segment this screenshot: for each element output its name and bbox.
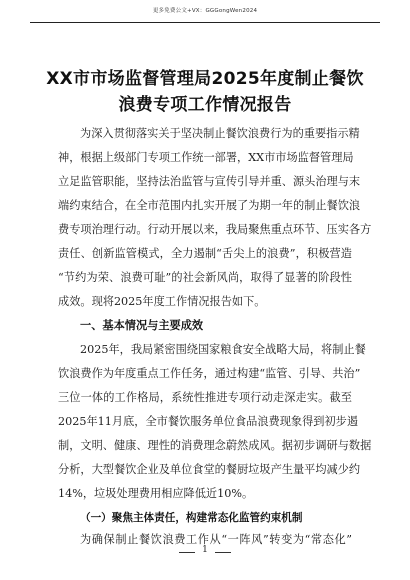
paragraph-line: 费专项治理行动。行动开展以来，我局聚焦重点环节、压实各方: [58, 223, 372, 236]
paragraph-line: 神，根据上级部门专项工作统一部署，XX市市场监督管理局: [58, 151, 354, 164]
page-number: 1: [202, 545, 208, 555]
document-title-line-1: XX市市场监督管理局2025年度制止餐饮: [46, 69, 364, 89]
header-rule: [30, 22, 380, 23]
paragraph-line: 2025年，我局紧密围绕国家粮食安全战略大局，将制止餐: [80, 343, 366, 356]
paragraph-line: 分析，大型餐饮企业及单位食堂的餐厨垃圾产生量平均减少约: [58, 463, 361, 476]
paragraph-line: 三位一体的工作格局，系统性推进专项行动走深走实。截至: [58, 391, 352, 404]
paragraph-line: 成效。现将2025年度工作情况报告如下。: [58, 295, 266, 308]
paragraph-line: “节约为荣、浪费可耻”的社会新风尚，取得了显著的阶段性: [58, 271, 352, 284]
paragraph-line: 端约束结合，在全市范围内扎实开展了为期一年的制止餐饮浪: [58, 199, 361, 212]
document-title-line-2: 浪费专项工作情况报告: [118, 95, 292, 115]
header-banner: 更多免费公文+VX：GGGongWen2024: [152, 8, 258, 14]
paragraph-line: 制，文明、健康、理性的消费理念蔚然成风。据初步调研与数据: [58, 439, 372, 452]
paragraph-line: 为确保制止餐饮浪费工作从“一阵风”转变为“常态化”: [80, 533, 352, 546]
paragraph-line: 责任、创新监管模式，全力遏制“舌尖上的浪费”，积极营造: [58, 247, 352, 260]
paragraph-line: 14%，垃圾处理费用相应降低近10%。: [58, 487, 254, 500]
paragraph-line: 2025年11月底，全市餐饮服务单位食品浪费现象得到初步遏: [58, 415, 359, 428]
subsection-1-heading: （一）聚焦主体责任，构建常态化监管约束机制: [80, 512, 303, 524]
footer-rule-left: [179, 552, 195, 553]
paragraph-line: 立足监管职能，坚持法治监管与宣传引导并重、源头治理与末: [58, 175, 361, 188]
paragraph-line: 饮浪费作为年度重点工作任务，通过构建“监管、引导、共治”: [58, 367, 361, 380]
footer-rule-right: [215, 552, 231, 553]
section-1-heading: 一、基本情况与主要成效: [80, 319, 204, 332]
paragraph-line: 为深入贯彻落实关于坚决制止餐饮浪费行为的重要指示精: [80, 127, 360, 140]
